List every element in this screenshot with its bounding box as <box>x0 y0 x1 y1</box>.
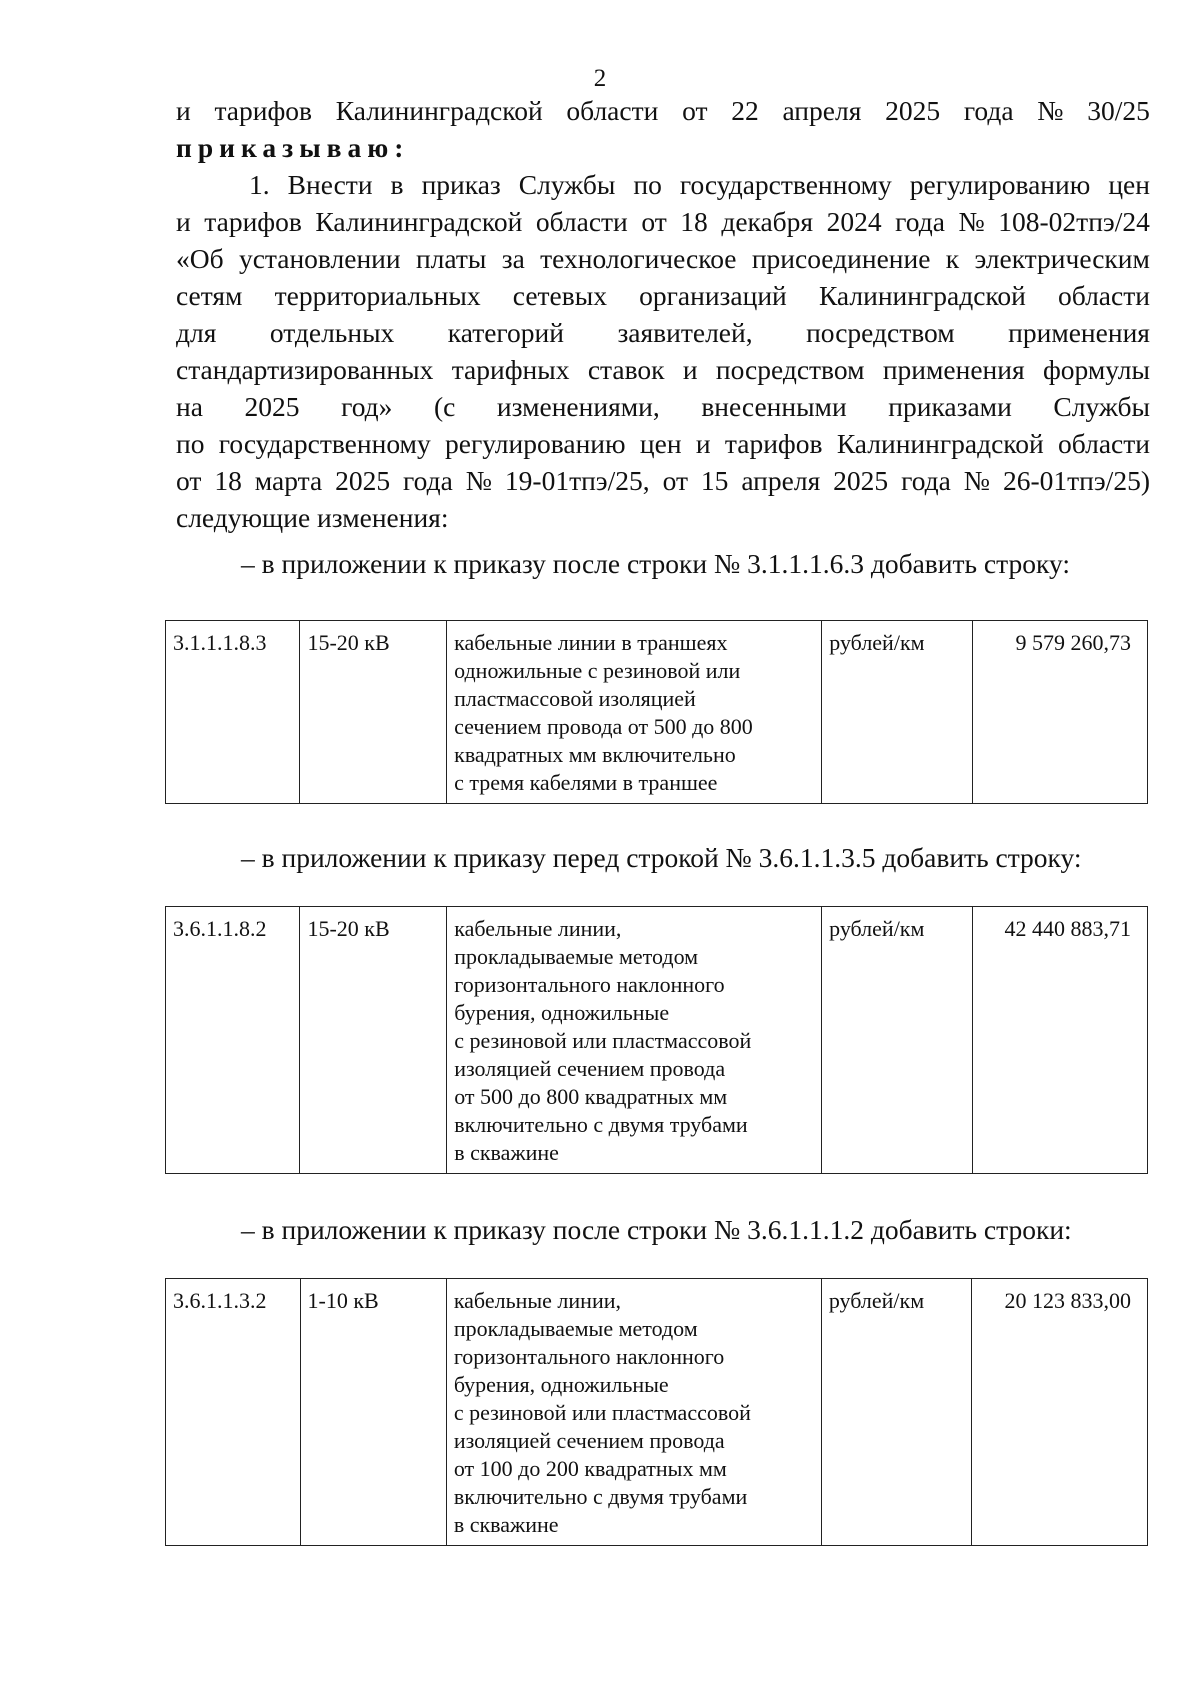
word: тарифных <box>451 354 570 385</box>
description-line: с тремя кабелями в траншее <box>454 770 718 795</box>
word: Калининградской <box>818 280 1026 311</box>
description-line: в скважине <box>453 1512 559 1537</box>
description-line: прокладываемые методом <box>454 944 699 969</box>
page-number: 2 <box>593 65 607 92</box>
paragraph-line <box>176 351 1150 388</box>
description-line: в скважине <box>454 1140 559 1165</box>
word: заявителей, <box>617 317 753 348</box>
description-line: с резиновой или пластмассовой <box>454 1028 752 1053</box>
row-description <box>447 907 822 1174</box>
word: на <box>176 391 203 422</box>
word: посредством <box>715 354 865 385</box>
paragraph-line <box>176 425 1150 462</box>
word: 2024 <box>826 206 882 237</box>
description-line: бурения, одножильные <box>454 1000 670 1025</box>
word: области <box>1058 428 1150 459</box>
word: от <box>641 206 667 237</box>
word: (с <box>433 391 456 422</box>
paragraph-line <box>176 166 1150 203</box>
word: к <box>945 243 960 274</box>
word: 2025 <box>833 465 889 496</box>
word: применения <box>882 354 1025 385</box>
word: ставок <box>587 354 665 385</box>
word: декабря <box>721 206 814 237</box>
word: территориальных <box>274 280 481 311</box>
word: для <box>176 317 217 348</box>
row-unit: рублей/км <box>822 621 972 804</box>
amendment-instruction-1: – в приложении к приказу после строки № 3.1.1.1.6.3 добавить строку: <box>241 548 1070 579</box>
word: области <box>1058 280 1150 311</box>
word: в <box>390 169 404 200</box>
row-description <box>447 621 822 804</box>
word: организаций <box>639 280 787 311</box>
word: присоединение <box>751 243 931 274</box>
word: № <box>963 465 991 496</box>
word: года <box>901 465 951 496</box>
paragraph-line <box>176 277 1150 314</box>
word: и <box>176 206 191 237</box>
description-line: изоляцией сечением провода <box>453 1428 725 1453</box>
word: платы <box>415 243 487 274</box>
word: 18 <box>680 206 708 237</box>
row-voltage: 15-20 кВ <box>300 907 447 1174</box>
paragraph-line <box>176 388 1150 425</box>
word: от <box>176 465 202 496</box>
word: № <box>958 206 985 237</box>
word: стандартизированных <box>176 354 434 385</box>
word: регулированию <box>909 169 1091 200</box>
word: внесенными <box>701 391 847 422</box>
description-line: горизонтального наклонного <box>453 1344 725 1369</box>
word: за <box>501 243 525 274</box>
description-line: от 500 до 800 квадратных мм <box>454 1084 728 1109</box>
paragraph-line <box>176 203 1150 240</box>
description-line: пластмассовой изоляцией <box>454 686 696 711</box>
word: сетевых <box>512 280 607 311</box>
word: № <box>465 465 492 496</box>
word: электрическим <box>974 243 1150 274</box>
word: 2025 <box>335 465 391 496</box>
word: года <box>403 465 453 496</box>
word: и <box>682 354 698 385</box>
word: года <box>963 95 1014 126</box>
word: приказ <box>421 169 501 200</box>
word: тарифов <box>204 206 302 237</box>
table-row <box>166 621 1148 804</box>
table-row <box>166 907 1148 1174</box>
word: цен <box>639 428 682 459</box>
row-code: 3.6.1.1.8.2 <box>166 907 300 1174</box>
word: 108-02тпэ/24 <box>998 206 1150 237</box>
word: 2025 <box>244 391 300 422</box>
description-line: кабельные линии в траншеях <box>454 630 728 655</box>
word: № <box>1037 95 1064 126</box>
intro-line <box>176 92 1150 129</box>
row-value: 42 440 883,71 <box>972 907 1147 1174</box>
word: государственному <box>679 169 892 200</box>
row-code: 3.6.1.1.3.2 <box>166 1279 301 1546</box>
description-line: кабельные линии, <box>453 1288 622 1313</box>
word: тарифов <box>214 95 313 126</box>
amendment-table-3 <box>165 1278 1148 1546</box>
description-line: прокладываемые методом <box>453 1316 698 1341</box>
word: 19-01тпэ/25, <box>504 465 650 496</box>
word: года <box>895 206 945 237</box>
word: области <box>566 95 659 126</box>
description-line: включительно с двумя трубами <box>453 1484 748 1509</box>
word: Внести <box>287 169 373 200</box>
word: регулированию <box>445 428 626 459</box>
word: и <box>176 95 191 126</box>
word: Службы <box>1053 391 1150 422</box>
word: технологическое <box>540 243 737 274</box>
word: посредством <box>806 317 955 348</box>
word: тарифов <box>724 428 823 459</box>
paragraph-line: следующие изменения: <box>176 502 449 533</box>
word: установлении <box>238 243 401 274</box>
word: по <box>176 428 205 459</box>
paragraph-line <box>176 462 1150 499</box>
word: отдельных <box>269 317 395 348</box>
word: 30/25 <box>1087 95 1150 126</box>
word: по <box>633 169 662 200</box>
word: апреля <box>741 465 821 496</box>
word: 15 <box>700 465 729 496</box>
description-line: бурения, одножильные <box>453 1372 669 1397</box>
word: цен <box>1108 169 1150 200</box>
word: Калининградской <box>315 206 523 237</box>
amendment-table-1 <box>165 620 1148 804</box>
word: Калининградской <box>836 428 1044 459</box>
description-line: квадратных мм включительно <box>454 742 736 767</box>
row-unit: рублей/км <box>822 907 973 1174</box>
word: от <box>662 465 688 496</box>
paragraph-line <box>176 314 1150 351</box>
word: области <box>535 206 628 237</box>
word: «Об <box>176 243 224 274</box>
word: формулы <box>1042 354 1150 385</box>
amendment-instruction-2: – в приложении к приказу перед строкой № 3.6.1.1.3.5 добавить строку: <box>241 842 1082 873</box>
word: приказами <box>888 391 1012 422</box>
intro-block <box>176 92 1150 166</box>
description-line: от 100 до 200 квадратных мм <box>453 1456 727 1481</box>
paragraph-line <box>176 240 1150 277</box>
word: апреля <box>782 95 862 126</box>
word: марта <box>254 465 323 496</box>
word: 2025 <box>885 95 941 126</box>
word: от <box>682 95 708 126</box>
paragraph-1 <box>176 166 1150 536</box>
word: год» <box>341 391 393 422</box>
amendment-table-2 <box>165 906 1148 1174</box>
description-line: сечением провода от 500 до 800 <box>454 714 753 739</box>
amendment-instruction-3: – в приложении к приказу после строки № 3.6.1.1.1.2 добавить строки: <box>241 1214 1072 1245</box>
description-line: изоляцией сечением провода <box>454 1056 726 1081</box>
description-line: горизонтального наклонного <box>454 972 725 997</box>
row-description <box>446 1279 821 1546</box>
table-row <box>166 1279 1148 1546</box>
word: категорий <box>447 317 564 348</box>
word: сетям <box>176 280 243 311</box>
word: Службы <box>518 169 616 200</box>
description-line: кабельные линии, <box>454 916 622 941</box>
description-line: одножильные с резиновой или <box>454 658 741 683</box>
description-line: включительно с двумя трубами <box>454 1112 748 1137</box>
word: Калининградской <box>335 95 543 126</box>
order-word: приказываю: <box>176 132 410 163</box>
row-voltage: 15-20 кВ <box>300 621 447 804</box>
word: 18 <box>214 465 242 496</box>
description-line: с резиновой или пластмассовой <box>453 1400 751 1425</box>
word: 1. <box>249 169 270 200</box>
row-value: 9 579 260,73 <box>972 621 1147 804</box>
word: изменениями, <box>496 391 660 422</box>
row-voltage: 1-10 кВ <box>300 1279 446 1546</box>
row-value: 20 123 833,00 <box>972 1279 1148 1546</box>
word: 22 <box>731 95 759 126</box>
row-code: 3.1.1.1.8.3 <box>166 621 300 804</box>
word: государственному <box>218 428 431 459</box>
word: 26-01тпэ/25) <box>1002 465 1150 496</box>
row-unit: рублей/км <box>821 1279 972 1546</box>
word: и <box>695 428 711 459</box>
word: применения <box>1008 317 1150 348</box>
